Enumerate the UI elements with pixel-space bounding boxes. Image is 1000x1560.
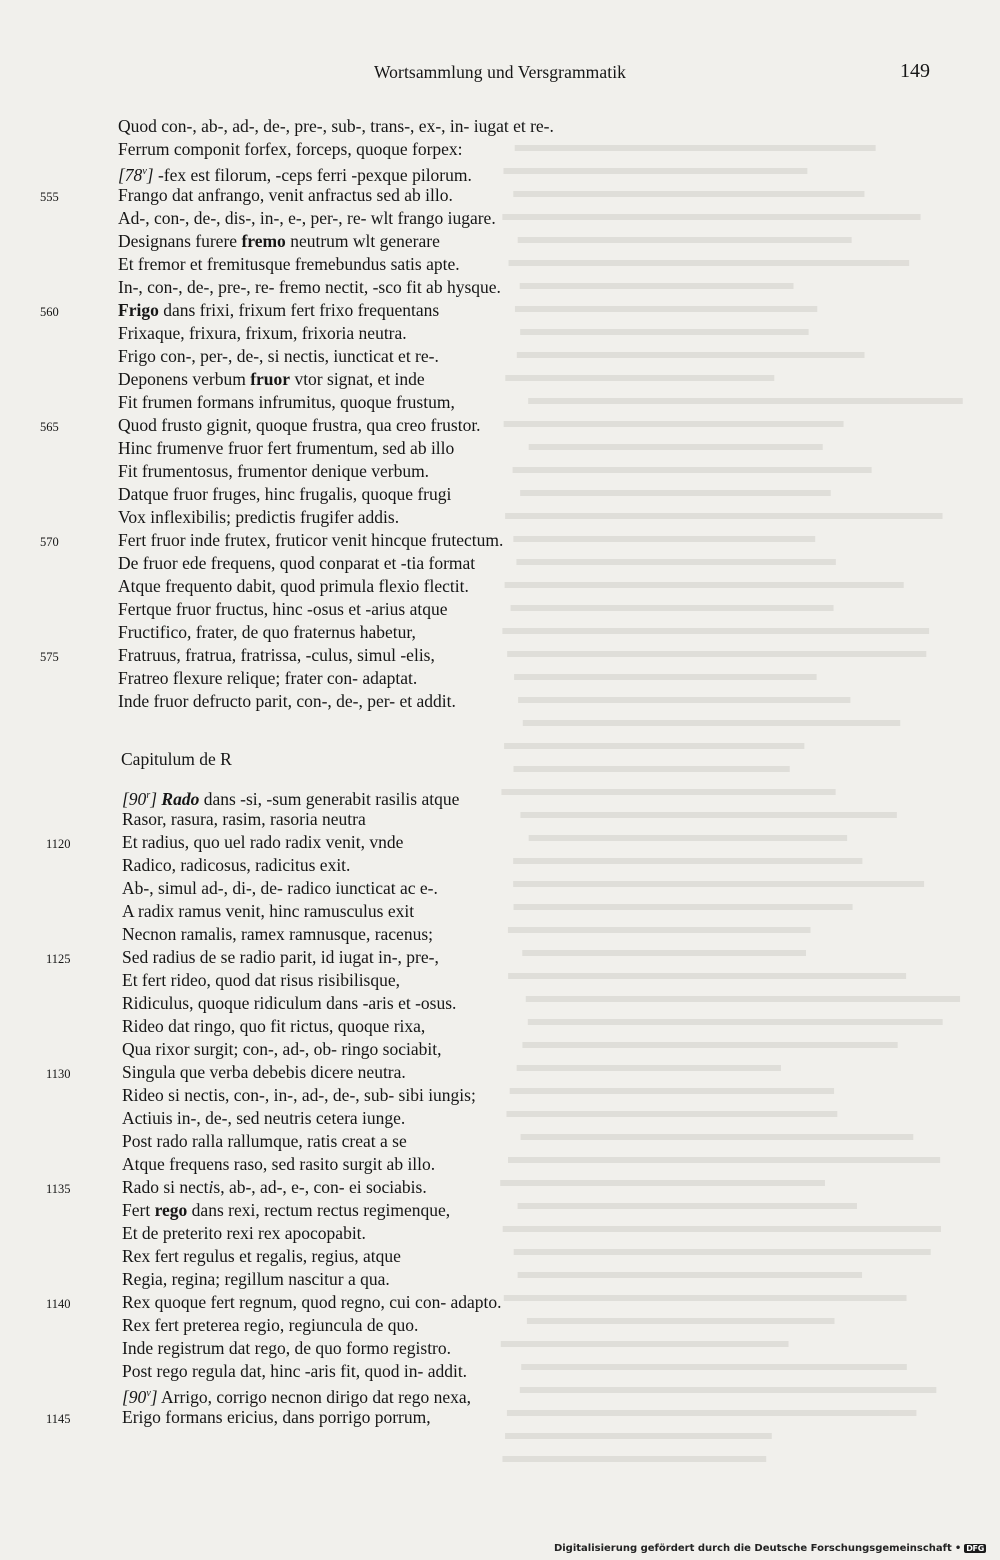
bleed-through-stroke	[508, 973, 906, 979]
verse-line: Et fert rideo, quod dat risus risibilisque,	[122, 970, 401, 990]
verse-line: Fert fruor inde frutex, fruticor venit hincque frutectum.	[118, 530, 504, 550]
verse-line: Rideo si nectis, con-, in-, ad-, de-, sub- sibi iungis;	[122, 1085, 476, 1105]
line-number: 1125	[46, 952, 71, 966]
bleed-through-stroke	[521, 1364, 907, 1370]
verse-line: Quod con-, ab-, ad-, de-, pre-, sub-, trans-, ex-, in- iugat et re-.	[118, 116, 554, 136]
verse-line: A radix ramus venit, hinc ramusculus exit	[122, 901, 415, 921]
bleed-through-stroke	[529, 444, 823, 450]
bleed-through-stroke	[518, 1272, 862, 1278]
bleed-through-stroke	[518, 697, 850, 703]
verse-line: [90$^v$] Arrigo, corrigo necnon dirigo dat rego nexa,	[122, 1386, 472, 1407]
bleed-through-stroke	[505, 375, 774, 381]
bleed-through-stroke	[520, 490, 831, 496]
digitization-credit	[554, 1543, 986, 1554]
verse-line: Et radius, quo uel rado radix venit, vnde	[122, 832, 404, 852]
bleed-through-stroke	[502, 628, 929, 634]
line-number: 1135	[46, 1182, 71, 1196]
verse-line: Deponens verbum fruor vtor signat, et inde	[118, 369, 425, 389]
bleed-through-stroke	[502, 214, 920, 220]
bleed-through-stroke	[507, 651, 926, 657]
bleed-through-stroke	[508, 1157, 940, 1163]
bleed-through-stroke	[508, 927, 811, 933]
line-number: 575	[40, 650, 59, 664]
page-number: 149	[900, 60, 930, 82]
bleed-through-stroke	[513, 858, 862, 864]
line-number: 560	[40, 305, 59, 319]
verse-line: Fratreo flexure relique; frater con- adaptat.	[118, 668, 418, 688]
line-number: 1145	[46, 1412, 71, 1426]
verse-line: Datque fruor fruges, hinc frugalis, quoque frugi	[118, 484, 452, 504]
line-number: 565	[40, 420, 59, 434]
bleed-through-stroke	[503, 1226, 941, 1232]
verse-line: Qua rixor surgit; con-, ad-, ob- ringo sociabit,	[122, 1039, 442, 1059]
bleed-through-stroke	[515, 145, 876, 151]
verse-line: [78$^v$] -fex est filorum, -ceps ferri -pexque pilorum.	[118, 164, 472, 185]
verse-line: [90$^r$] Rado dans -si, -sum generabit rasilis atque	[122, 788, 460, 809]
bleed-through-stroke	[501, 789, 835, 795]
verse-line: Rex quoque fert regnum, quod regno, cui con- adapto.	[122, 1292, 502, 1312]
verse-line: Fructifico, frater, de quo fraternus habetur,	[118, 622, 416, 642]
verse-line: Fert rego dans rexi, rectum rectus regimenque,	[122, 1200, 451, 1220]
bleed-through-stroke	[529, 835, 847, 841]
bleed-through-stroke	[527, 1318, 835, 1324]
running-head: Wortsammlung und Versgrammatik	[373, 62, 627, 82]
bleed-through-stroke	[517, 352, 865, 358]
bleed-through-stroke	[505, 582, 904, 588]
credit-separator: •	[954, 1543, 962, 1554]
line-number: 555	[40, 190, 59, 204]
verse-line: Rado si nectis, ab-, ad-, e-, con- ei sociabis.	[122, 1177, 427, 1197]
bleed-through-stroke	[504, 743, 804, 749]
verse-line: De fruor ede frequens, quod conparat et -tia format	[118, 553, 476, 573]
bleed-through-stroke	[513, 467, 872, 473]
bleed-through-stroke	[517, 1065, 781, 1071]
bleed-through-stroke	[518, 237, 852, 243]
bleed-through-stroke	[515, 306, 817, 312]
bleed-through-stroke	[513, 536, 815, 542]
bleed-through-stroke	[514, 904, 853, 910]
bleed-through-stroke	[518, 1203, 857, 1209]
bleed-through-stroke	[506, 1111, 837, 1117]
verse-line: Fit frumen formans infrumitus, quoque frustum,	[118, 392, 455, 412]
bleed-through-stroke	[526, 996, 960, 1002]
verse-line: Frango dat anfrango, venit anfractus sed ab illo.	[118, 185, 453, 205]
verse-line: Rex fert regulus et regalis, regius, atque	[122, 1246, 401, 1266]
bleed-through-stroke	[500, 1180, 825, 1186]
bleed-through-stroke	[528, 398, 963, 404]
chapter-heading: Capitulum de R	[121, 749, 232, 769]
bleed-through-stroke	[522, 1042, 897, 1048]
bleed-through-stroke	[523, 720, 901, 726]
line-number: 1140	[46, 1297, 71, 1311]
bleed-through-stroke	[502, 1456, 766, 1462]
verse-line: Quod frusto gignit, quoque frustra, qua creo frustor.	[118, 415, 481, 435]
verse-line: Ad-, con-, de-, dis-, in-, e-, per-, re- wlt frango iugare.	[118, 208, 496, 228]
verse-line: Designans furere fremo neutrum wlt generare	[118, 231, 440, 251]
bleed-through-stroke	[514, 674, 816, 680]
verse-line: Rideo dat ringo, quo fit rictus, quoque rixa,	[122, 1016, 426, 1036]
verse-line: Singula que verba debebis dicere neutra.	[122, 1062, 406, 1082]
verse-line: Inde registrum dat rego, de quo formo registro.	[122, 1338, 452, 1358]
verse-line: Necnon ramalis, ramex ramnusque, racenus;	[122, 924, 433, 944]
bleed-through-stroke	[516, 559, 835, 565]
line-number: 1120	[46, 837, 71, 851]
line-number: 1130	[46, 1067, 71, 1081]
verse-line: Fit frumentosus, frumentor denique verbum.	[118, 461, 430, 481]
bleed-through-stroke	[520, 812, 896, 818]
verse-line: Frixaque, frixura, frixum, frixoria neutra.	[118, 323, 407, 343]
verse-line: Rasor, rasura, rasim, rasoria neutra	[122, 809, 366, 829]
verse-line: Post rado ralla rallumque, ratis creat a se	[122, 1131, 407, 1151]
verse-line: Rex fert preterea regio, regiuncula de quo.	[122, 1315, 419, 1335]
verse-line: Vox inflexibilis; predictis frugifer addis.	[118, 507, 400, 527]
verse-line: Atque frequento dabit, quod primula flexio flectit.	[118, 576, 469, 596]
bleed-through-stroke	[510, 1088, 834, 1094]
verse-line: Actiuis in-, de-, sed neutris cetera iunge.	[122, 1108, 406, 1128]
line-number: 570	[40, 535, 59, 549]
bleed-through-stroke	[505, 513, 942, 519]
bleed-through-stroke	[503, 168, 807, 174]
bleed-through-stroke	[521, 1134, 914, 1140]
bleed-through-stroke	[507, 1410, 916, 1416]
verse-line: In-, con-, de-, pre-, re- fremo nectit, -sco fit ab hysque.	[118, 277, 501, 297]
verse-line: Fratruus, fratrua, fratrissa, -culus, simul -elis,	[118, 645, 435, 665]
verse-line: Fertque fruor fructus, hinc -osus et -arius atque	[118, 599, 448, 619]
verse-line: Frigo con-, per-, de-, si nectis, iuncticat et re-.	[118, 346, 439, 366]
bleed-through-stroke	[528, 1019, 943, 1025]
credit-text: Digitalisierung gefördert durch die Deutsche Forschungsgemeinschaft	[553, 1543, 952, 1554]
verse-line: Frigo dans frixi, frixum fert frixo frequentans	[118, 300, 440, 320]
bleed-through-stroke	[505, 1433, 772, 1439]
verse-line: Post rego regula dat, hinc -aris fit, quod in- addit.	[122, 1361, 468, 1381]
verse-line: Et fremor et fremitusque fremebundus satis apte.	[118, 254, 460, 274]
verse-line: Radico, radicosus, radicitus exit.	[122, 855, 351, 875]
verse-line: Atque frequens raso, sed rasito surgit ab illo.	[122, 1154, 436, 1174]
bleed-through-stroke	[520, 283, 794, 289]
verse-line: Ridiculus, quoque ridiculum dans -aris et -osus.	[122, 993, 457, 1013]
bleed-through-stroke	[509, 260, 910, 266]
verse-line: Erigo formans ericius, dans porrigo porrum,	[122, 1407, 431, 1427]
bleed-through-stroke	[514, 766, 790, 772]
bleed-through-stroke	[514, 1249, 931, 1255]
bleed-through-stroke	[522, 950, 806, 956]
verse-line: Inde fruor defructo parit, con-, de-, per- et addit.	[118, 691, 456, 711]
bleed-through-stroke	[520, 1387, 937, 1393]
verse-line: Et de preterito rexi rex apocopabit.	[122, 1223, 366, 1243]
dfg-logo: DFG	[966, 1544, 984, 1553]
bleed-through-stroke	[504, 1295, 907, 1301]
verse-line: Sed radius de se radio parit, id iugat in-, pre-,	[122, 947, 439, 967]
bleed-through-stroke	[511, 605, 834, 611]
bleed-through-stroke	[520, 329, 808, 335]
verse-line: Ab-, simul ad-, di-, de- radico iuncticat ac e-.	[122, 878, 438, 898]
bleed-through-stroke	[513, 191, 864, 197]
bleed-through-stroke	[504, 421, 844, 427]
verse-line: Regia, regina; regillum nascitur a qua.	[122, 1269, 390, 1289]
bleed-through-stroke	[501, 1341, 789, 1347]
verse-line: Hinc frumenve fruor fert frumentum, sed ab illo	[118, 438, 455, 458]
bleed-through-stroke	[513, 881, 924, 887]
verse-line: Ferrum componit forfex, forceps, quoque forpex:	[118, 139, 463, 159]
